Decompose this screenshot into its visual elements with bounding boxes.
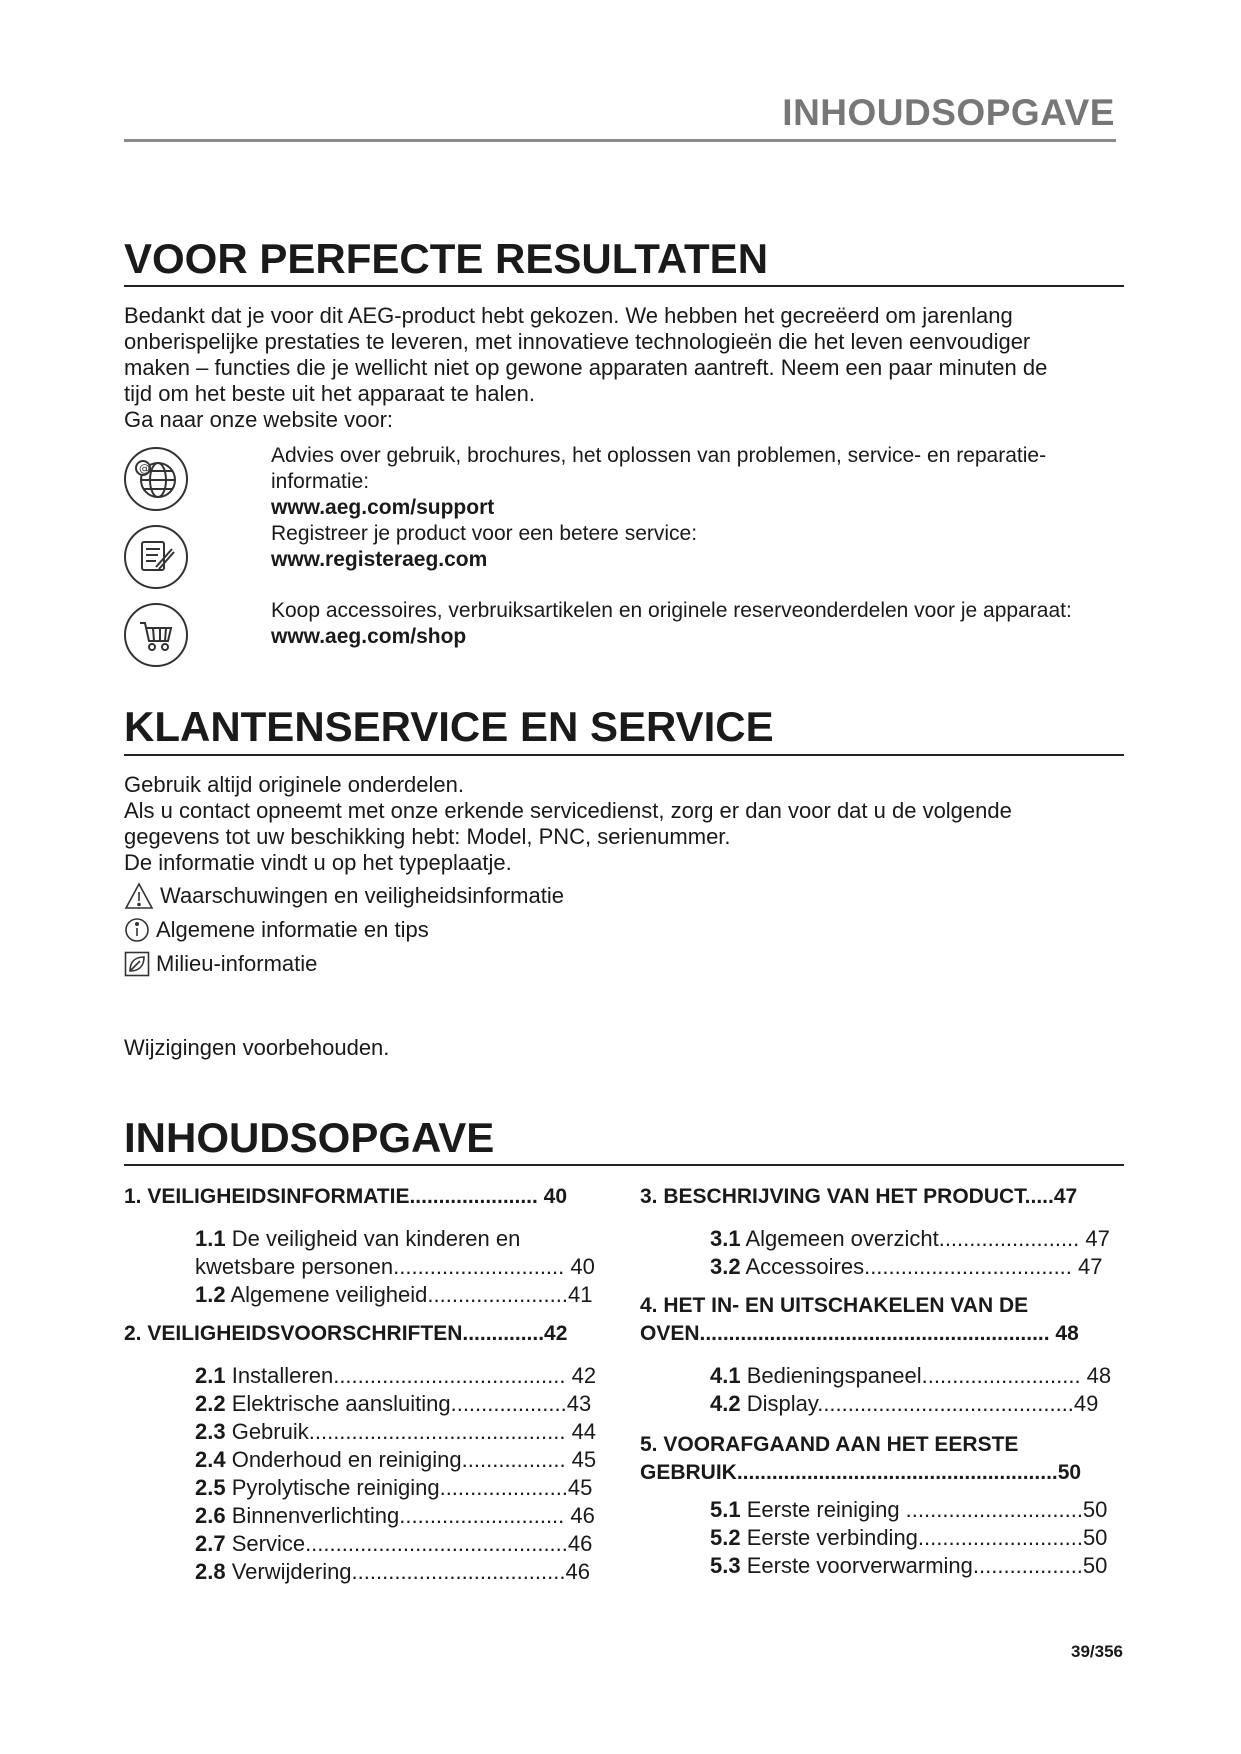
toc-label: Accessoires.................................. 47 — [740, 1254, 1103, 1279]
intro-line: Ga naar onze website voor: — [124, 407, 394, 432]
toc-list-5 — [710, 1496, 1107, 1580]
intro-line: maken – functies die je wellicht niet op gewone apparaten aantreft. Neem een paar minuten de — [124, 355, 1048, 380]
support-text: informatie: — [271, 470, 370, 493]
toc-num: 5.3 — [710, 1553, 741, 1578]
toc-item-1-1[interactable] — [195, 1225, 595, 1281]
service-line: Als u contact opneemt met onze erkende servicedienst, zorg er dan voor dat u de volgende — [124, 798, 1012, 823]
page-number: 39/356 — [1071, 1642, 1123, 1661]
support-link[interactable]: www.aeg.com/support — [271, 496, 495, 519]
legend-info-label: Algemene informatie en tips — [156, 917, 429, 942]
toc-label: Algemeen overzicht....................... 47 — [740, 1226, 1110, 1251]
changes-note: Wijzigingen voorbehouden. — [124, 1035, 390, 1060]
toc-label: Installeren...................................... 42 — [225, 1363, 597, 1388]
toc-num: 2.4 — [195, 1447, 226, 1472]
toc-item-4[interactable] — [640, 1292, 1079, 1348]
toc-num: 2.3 — [195, 1419, 226, 1444]
toc-label: Service...........................................46 — [225, 1531, 593, 1556]
section-rule — [124, 1164, 1124, 1166]
toc-label: Algemene veiligheid.......................41 — [225, 1282, 593, 1307]
toc-label: Gebruik.......................................... 44 — [225, 1419, 597, 1444]
toc-item-3[interactable]: 3. BESCHRIJVING VAN HET PRODUCT.....47 — [640, 1185, 1078, 1208]
intro-line: Bedankt dat je voor dit AEG-product hebt gekozen. We hebben het gecreëerd om jarenlang — [124, 303, 1013, 328]
section-title-service: KLANTENSERVICE EN SERVICE — [124, 703, 774, 750]
toc-item-2-8[interactable] — [195, 1558, 596, 1586]
service-line: gegevens tot uw beschikking hebt: Model, PNC, serienummer. — [124, 824, 731, 849]
shop-link[interactable]: www.aeg.com/shop — [271, 625, 467, 648]
shop-block — [271, 598, 1131, 650]
toc-list-2 — [195, 1362, 596, 1586]
toc-label: Eerste voorverwarming..................50 — [740, 1553, 1108, 1578]
toc-num: 2.8 — [195, 1559, 226, 1584]
toc-label: Bedieningspaneel.......................... 48 — [740, 1363, 1112, 1388]
toc-num: 2.7 — [195, 1531, 226, 1556]
shop-text: Koop accessoires, verbruiksartikelen en originele reserveonderdelen voor je apparaat: — [271, 599, 1072, 622]
section-rule — [124, 754, 1124, 756]
leaf-icon — [124, 950, 150, 978]
service-paragraph — [124, 772, 1124, 876]
service-line: Gebruik altijd originele onderdelen. — [124, 772, 464, 797]
toc-item-3-1[interactable] — [710, 1225, 1110, 1253]
toc-label: Binnenverlichting........................... 46 — [225, 1503, 595, 1528]
section-rule — [124, 285, 1124, 287]
toc-item-2[interactable]: 2. VEILIGHEIDSVOORSCHRIFTEN..............42 — [124, 1322, 568, 1345]
support-text: Advies over gebruik, brochures, het oplossen van problemen, service- en reparatie- — [271, 444, 1047, 467]
toc-label: 5. VOORAFGAAND AAN HET EERSTE — [640, 1433, 1019, 1456]
toc-label: Display..........................................49 — [740, 1391, 1099, 1416]
toc-item-2-5[interactable] — [195, 1474, 596, 1502]
toc-label: kwetsbare personen............................ 40 — [195, 1254, 595, 1279]
toc-item-4-1[interactable] — [710, 1362, 1111, 1390]
toc-item-5-3[interactable] — [710, 1552, 1107, 1580]
toc-item-1-2[interactable] — [195, 1281, 592, 1309]
toc-item-2-1[interactable] — [195, 1362, 596, 1390]
toc-num: 2.6 — [195, 1503, 226, 1528]
toc-label: Eerste reiniging .............................50 — [740, 1497, 1108, 1522]
svg-text:@: @ — [139, 462, 150, 475]
register-text: Registreer je product voor een betere service: — [271, 522, 698, 545]
toc-item-2-3[interactable] — [195, 1418, 596, 1446]
toc-num: 5.1 — [710, 1497, 741, 1522]
legend-environment-label: Milieu-informatie — [156, 951, 318, 976]
section-title-toc: INHOUDSOPGAVE — [124, 1114, 495, 1161]
toc-item-5[interactable] — [640, 1431, 1081, 1487]
register-form-icon — [124, 525, 188, 589]
legend-environment — [124, 950, 317, 978]
toc-label: Verwijdering...................................46 — [225, 1559, 590, 1584]
shopping-cart-icon — [124, 603, 188, 667]
warning-icon — [124, 882, 154, 910]
intro-line: onberispelijke prestaties te leveren, met innovatieve technologieën die het leven eenvoudiger — [124, 329, 1031, 354]
toc-list-4 — [710, 1362, 1111, 1418]
toc-item-2-4[interactable] — [195, 1446, 596, 1474]
legend-info — [124, 916, 429, 944]
toc-item-5-2[interactable] — [710, 1524, 1107, 1552]
service-line: De informatie vindt u op het typeplaatje. — [124, 850, 512, 875]
toc-label: GEBRUIK.......................................................50 — [640, 1461, 1082, 1484]
intro-paragraph — [124, 303, 1124, 433]
toc-item-4-2[interactable] — [710, 1390, 1111, 1418]
toc-label: Pyrolytische reiniging.....................45 — [225, 1475, 593, 1500]
header-title: INHOUDSOPGAVE — [782, 92, 1115, 133]
toc-num: 3.2 — [710, 1254, 741, 1279]
globe-icon — [124, 447, 188, 511]
toc-list-3 — [710, 1225, 1110, 1281]
support-block — [271, 443, 1131, 573]
toc-item-2-7[interactable] — [195, 1530, 596, 1558]
toc-num: 5.2 — [710, 1525, 741, 1550]
toc-num: 2.1 — [195, 1363, 226, 1388]
toc-num: 4.1 — [710, 1363, 741, 1388]
legend-warning-label: Waarschuwingen en veiligheidsinformatie — [160, 883, 564, 908]
toc-num: 2.5 — [195, 1475, 226, 1500]
toc-item-5-1[interactable] — [710, 1496, 1107, 1524]
toc-label: Onderhoud en reiniging................. 45 — [225, 1447, 597, 1472]
legend-warning — [124, 882, 564, 910]
toc-num: 1.2 — [195, 1282, 226, 1307]
section-title-results: VOOR PERFECTE RESULTATEN — [124, 235, 769, 282]
toc-item-1[interactable]: 1. VEILIGHEIDSINFORMATIE...................... 40 — [124, 1185, 568, 1208]
toc-num: 4.2 — [710, 1391, 741, 1416]
toc-item-2-2[interactable] — [195, 1390, 596, 1418]
toc-label: Elektrische aansluiting...................43 — [225, 1391, 592, 1416]
toc-item-2-6[interactable] — [195, 1502, 596, 1530]
toc-num: 2.2 — [195, 1391, 226, 1416]
info-icon — [124, 916, 150, 944]
toc-label: OVEN............................................................ 48 — [640, 1322, 1079, 1345]
toc-label: Eerste verbinding...........................50 — [740, 1525, 1108, 1550]
register-link[interactable]: www.registeraeg.com — [271, 548, 488, 571]
toc-item-3-2[interactable] — [710, 1253, 1110, 1281]
toc-num: 1.1 — [195, 1226, 226, 1251]
intro-line: tijd om het beste uit het apparaat te halen. — [124, 381, 535, 406]
toc-label: 4. HET IN- EN UITSCHAKELEN VAN DE — [640, 1294, 1029, 1317]
header-rule — [124, 139, 1116, 142]
toc-num: 3.1 — [710, 1226, 741, 1251]
toc-label: De veiligheid van kinderen en — [225, 1226, 521, 1251]
